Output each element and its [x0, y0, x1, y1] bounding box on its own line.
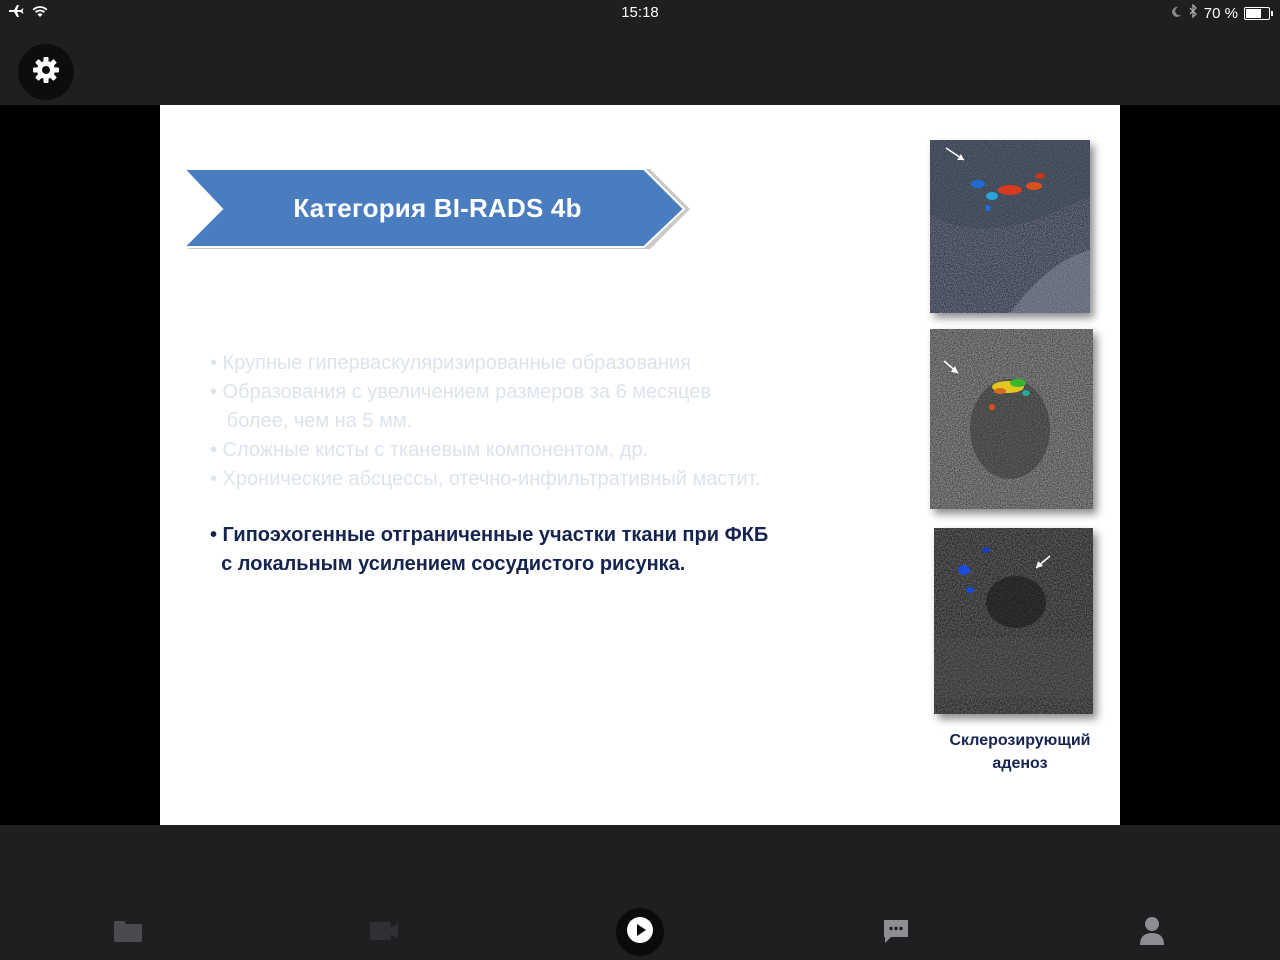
battery-icon [1244, 7, 1270, 20]
highlight-bullet-list [210, 521, 860, 579]
caption-line-2: аденоз [992, 755, 1048, 772]
video-camera-icon [369, 920, 399, 947]
moon-icon [1170, 5, 1182, 22]
caption-line-1: Склерозирующий [949, 732, 1091, 749]
folder-icon [113, 919, 143, 948]
list-item: • Сложные кисты с тканевым компонентом, др. [210, 439, 649, 461]
ultrasound-image-1 [930, 140, 1090, 313]
airplane-icon [8, 4, 24, 22]
nav-play-button[interactable] [616, 908, 664, 956]
ultrasound-image-3 [934, 528, 1093, 714]
list-item: • Гипоэхогенные отграниченные участки ткани при ФКБ [210, 524, 769, 546]
play-icon [625, 915, 655, 950]
person-icon [1138, 916, 1166, 951]
nav-files-button[interactable] [108, 913, 148, 953]
ultrasound-image-2 [930, 329, 1093, 509]
list-item: • Крупные гиперваскуляризированные образования [210, 352, 691, 374]
nav-profile-button[interactable] [1132, 913, 1172, 953]
image-caption [930, 729, 1110, 775]
status-time: 15:18 [621, 4, 659, 21]
settings-button[interactable] [18, 44, 74, 100]
list-item: • Образования с увеличением размеров за 6 месяцев [210, 381, 711, 403]
slide-title: Категория BI-RADS 4b [293, 193, 582, 223]
list-item: с локальным усилением сосудистого рисунка. [210, 553, 686, 575]
presentation-stage [0, 105, 1280, 825]
nav-chat-button[interactable] [876, 913, 916, 953]
chat-icon [882, 918, 910, 949]
list-item: • Хронические абсцессы, отечно-инфильтративный мастит. [210, 468, 761, 490]
faded-bullet-list [210, 349, 860, 494]
bottom-nav [0, 825, 1280, 960]
bluetooth-icon [1188, 4, 1198, 22]
list-item: более, чем на 5 мм. [210, 410, 413, 432]
wifi-icon [32, 5, 48, 22]
nav-video-button[interactable] [364, 913, 404, 953]
gear-icon [31, 55, 61, 90]
slide [160, 105, 1120, 825]
status-bar [0, 0, 1280, 26]
battery-percent: 70 % [1203, 4, 1238, 22]
